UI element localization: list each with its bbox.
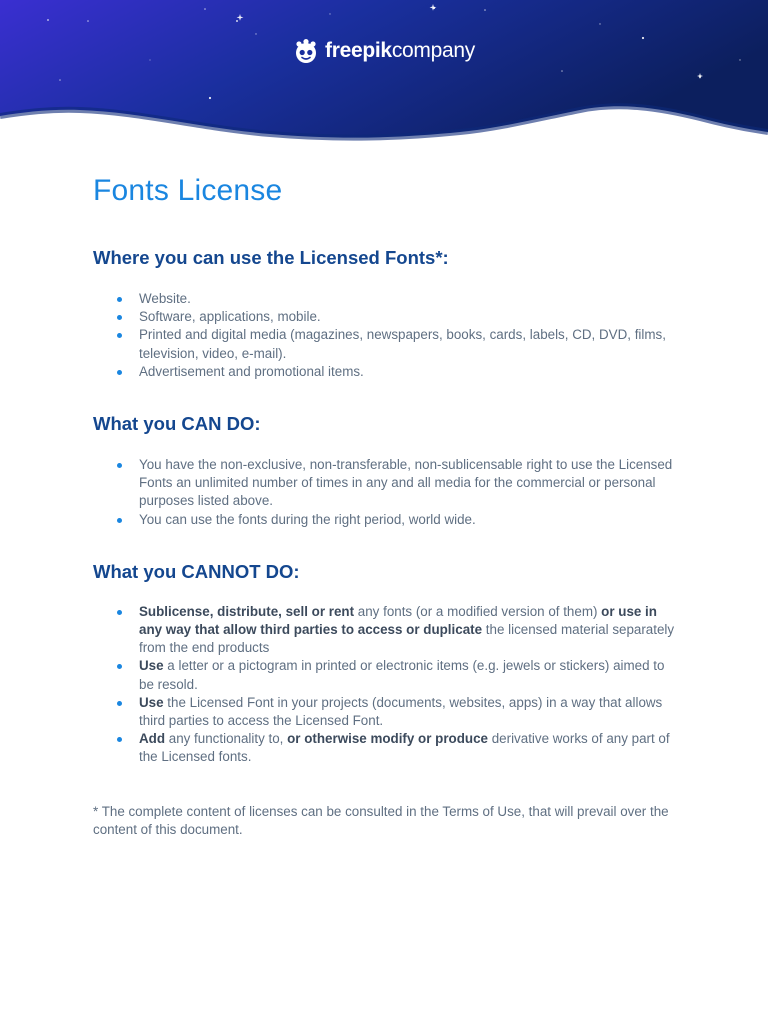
item-text: any functionality to, [165,731,288,747]
item-text: Software, applications, mobile. [139,309,321,325]
item-text: derivative works of any part of the Licensed fonts. [139,731,670,765]
list-item [93,694,683,730]
section-list-where [93,290,683,381]
bold-text: Sublicense, distribute, sell or rent [139,603,355,619]
bold-text: or otherwise modify or produce [287,731,488,747]
footnote: * The complete content of licenses can be consulted in the Terms of Use, that will prevail over the content of this document. [93,803,669,837]
header-wave-background [0,0,768,150]
license-content [93,168,683,839]
section-list-can-do [93,456,683,529]
section-heading-cannot-do: What you CANNOT DO: [93,560,300,582]
list-item [93,657,683,693]
item-text: You can use the fonts during the right period, world wide. [139,511,476,527]
freepik-mascot-icon [293,38,319,64]
list-item [93,308,683,326]
list-item [93,730,683,766]
bold-text: Add [139,731,166,747]
list-item [93,603,683,658]
list-item [93,363,683,381]
section-heading-where: Where you can use the Licensed Fonts*: [93,247,449,268]
bold-text: Use [139,694,164,710]
item-text: Website. [139,291,191,306]
item-text: a letter or a pictogram in printed or electronic items (e.g. jewels or stickers) aimed to be resold. [139,658,665,692]
item-text: Advertisement and promotional items. [139,363,364,379]
list-item [93,456,683,511]
item-text: any fonts (or a modified version of them) [354,603,602,619]
logo-text-company: company [391,39,475,62]
list-item [93,511,683,529]
item-text: the Licensed Font in your projects (documents, websites, apps) in a way that allows third parties to access the Licensed Font. [139,694,663,729]
item-text: You have the non-exclusive, non-transferable, non-sublicensable right to use the Licensed Fonts an unlimited number of times in any and all media for the commercial or personal purposes listed above. [139,457,673,509]
bold-text: Use [139,658,164,674]
page-title: Fonts License [93,174,283,207]
bold-text: or use in any way that allow third parties to access or duplicate [139,603,657,638]
list-item [93,290,683,308]
logo-text-freepik: freepik [325,39,392,62]
section-list-cannot-do [93,603,683,767]
item-text: Printed and digital media (magazines, newspapers, books, cards, labels, CD, DVD, films, television, video, e-mail). [139,327,666,361]
header-banner [0,0,768,150]
section-heading-can-do: What you CAN DO: [93,413,261,435]
item-text: the licensed material separately from the end products [139,622,675,656]
freepik-company-logo [0,38,768,64]
list-item [93,326,683,362]
